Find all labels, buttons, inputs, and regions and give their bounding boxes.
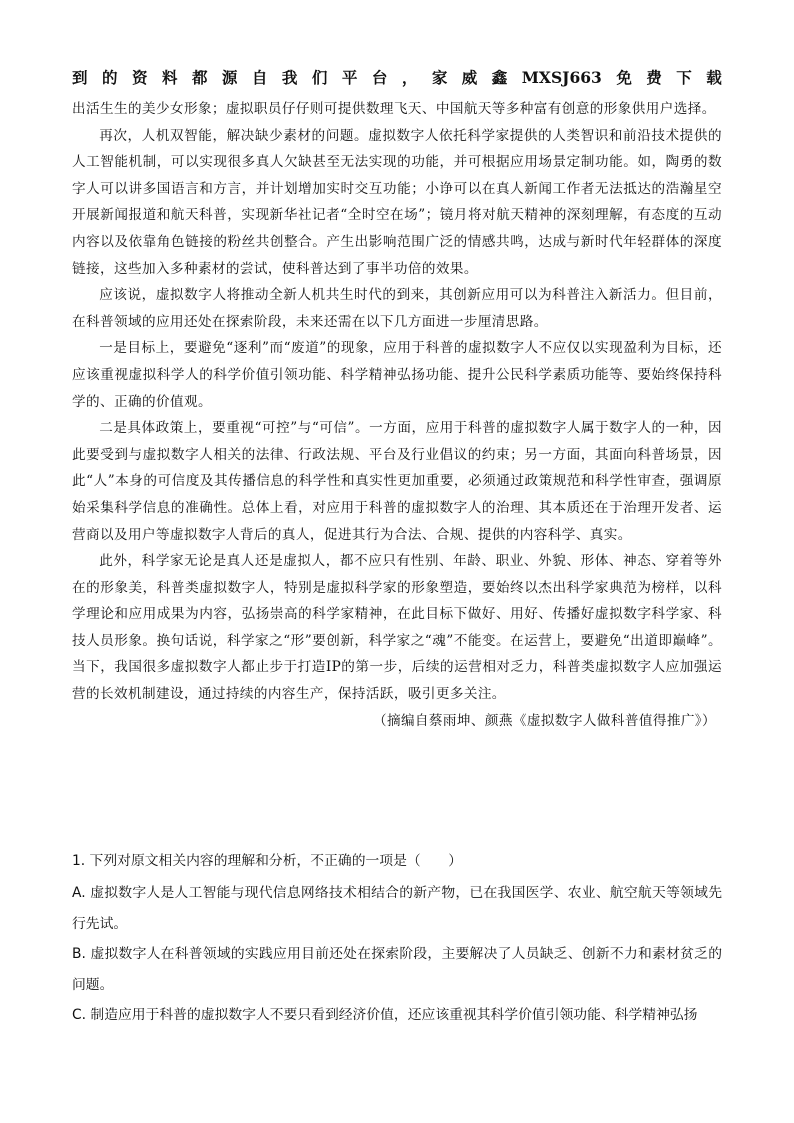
paragraph: 二是具体政策上，要重视“可控”与“可信”。一方面，应用于科普的虚拟数字人属于数字人的一种，因此要受到与虚拟数字人相关的法律、行政法规、平台及行业倡议的约束；另一方面，其面向科普场景，因此“人”本身的可信度及其传播信息的科学性和真实性更加重要，必须通过政策规范和科学性审查，强调原始采集科学信息的准确性。总体上看，对应用于科普的虚拟数字人的治理、其本质还在于治理开发者、运营商以及用户等虚拟数字人背后的真人，促进其行为合法、合规、提供的内容科学、真实。 bbox=[72, 420, 722, 543]
option-a: A. 虚拟数字人是人工智能与现代信息网络技术相结合的新产物，已在我国医学、农业、航空航天等领域先行先试。 bbox=[72, 885, 722, 932]
banner-char: 台 bbox=[371, 68, 388, 87]
paragraph: 出活生生的美少女形象；虚拟职员仔仔则可提供数理飞天、中国航天等多种富有创意的形象供用户选择。 bbox=[72, 101, 716, 117]
banner-char: 到 bbox=[72, 68, 88, 87]
banner-char: 资 bbox=[131, 68, 148, 87]
banner-char: 鑫 bbox=[491, 68, 508, 87]
article-body bbox=[72, 96, 722, 734]
banner-char: 费 bbox=[646, 68, 662, 87]
banner-code: MXSJ663 bbox=[521, 68, 602, 87]
paragraph: 一是目标上，要避免“逐利”而“废道”的现象，应用于科普的虚拟数字人不应仅以实现盈利为目标，还应该重视虚拟科学人的科学价值引领功能、科学精神弘扬功能、提升公民科学素质功能等、要始终保持科学的、正确的价值观。 bbox=[72, 340, 722, 410]
banner-char: 家 bbox=[431, 68, 448, 87]
option-c: C. 制造应用于科普的虚拟数字人不要只看到经济价值，还应该重视其科学价值引领功能、科学精神弘扬 bbox=[72, 1007, 698, 1024]
question-stem: 1. 下列对原文相关内容的理解和分析，不正确的一项是（ ） bbox=[72, 853, 463, 869]
banner-char: 料 bbox=[161, 68, 178, 87]
banner-char: 下 bbox=[676, 68, 692, 87]
banner-char: 的 bbox=[101, 68, 118, 87]
banner-char: 们 bbox=[311, 68, 328, 87]
paragraph: 再次，人机双智能，解决缺少素材的问题。虚拟数字人依托科学家提供的人类智识和前沿技术提供的人工智能机制，可以实现很多真人欠缺甚至无法实现的功能，并可根据应用场景定制功能。如，陶勇的数字人可以讲多国语言和方言，并计划增加实时交互功能；小诤可以在真人新闻工作者无法抵达的浩瀚星空开展新闻报道和航天科普，实现新华社记者“全时空在场”；镜月将对航天精神的深刻理解，有态度的互动内容以及依靠角色链接的粉丝共创整合。产生出影响范围广泛的情感共鸣，达成与新时代年轻群体的深度链接，这些加入多种素材的尝试，使科普达到了事半功倍的效果。 bbox=[72, 127, 722, 277]
question-section bbox=[72, 846, 722, 1030]
banner-char: ， bbox=[401, 68, 418, 87]
paragraph: 此外，科学家无论是真人还是虚拟人，都不应只有性别、年龄、职业、外貌、形体、神态、穿着等外在的形象美，科普类虚拟数字人，特别是虚拟科学家的形象塑造，要始终以杰出科学家典范为榜样，以科学理论和应用成果为内容，弘扬崇高的科学家精神，在此目标下做好、用好、传播好虚拟数字科学家、科技人员形象。换句话说，科学家之“形”要创新，科学家之“魂”不能变。在运营上，要避免“出道即巅峰”。当下，我国很多虚拟数字人都止步于打造IP的第一步，后续的运营相对乏力，科普类虚拟数字人应加强运营的长效机制建设，通过持续的内容生产，保持活跃，吸引更多关注。 bbox=[72, 553, 722, 703]
banner-char: 自 bbox=[251, 68, 268, 87]
banner-char: 我 bbox=[281, 68, 298, 87]
source-citation: （摘编自蔡雨坤、颜燕《虚拟数字人做科普值得推广》） bbox=[372, 712, 716, 729]
banner-char: 载 bbox=[706, 68, 722, 87]
banner-char: 平 bbox=[341, 68, 358, 87]
option-b: B. 虚拟数字人在科普领域的实践应用目前还处在探索阶段，主要解决了人员缺乏、创新不力和素材贫乏的问题。 bbox=[72, 946, 722, 993]
watermark-banner bbox=[72, 66, 722, 90]
paragraph: 应该说，虚拟数字人将推动全新人机共生时代的到来，其创新应用可以为科普注入新活力。但目前，在科普领域的应用还处在探索阶段，未来还需在以下几方面进一步厘清思路。 bbox=[72, 287, 722, 330]
banner-char: 都 bbox=[191, 68, 208, 87]
banner-char: 源 bbox=[221, 68, 238, 87]
banner-char: 免 bbox=[616, 68, 632, 87]
banner-char: 威 bbox=[461, 68, 478, 87]
